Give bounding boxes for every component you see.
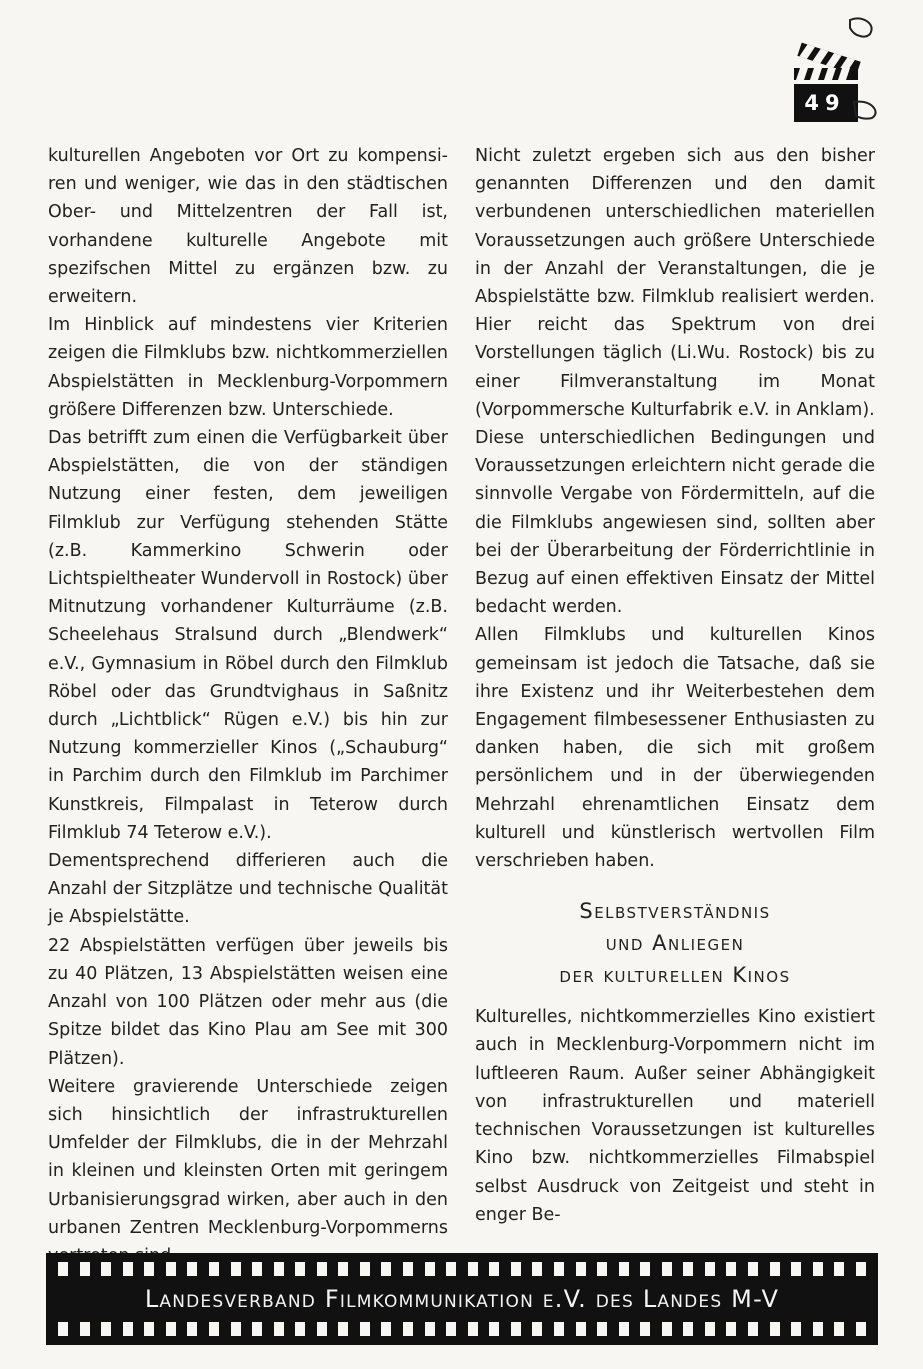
film-strip-sprockets-top <box>46 1262 878 1276</box>
section-heading-line: und Anliegen <box>605 931 745 956</box>
footer-text: Landesverband Filmkommunikation e.V. des Landes M-V <box>144 1285 780 1313</box>
page-number: 49 <box>804 91 846 115</box>
paragraph: Diese unterschiedlichen Bedingungen und Voraussetzungen erleichtern nicht gerade die sinnvolle Vergabe von Fördermitteln, auf die die Filmklubs angewiesen sind, sollten aber bei der Überarbeitung der Förderrichtlinie in Bezug auf einen effektiven Einsatz der Mittel bedacht werden. <box>475 428 875 618</box>
paragraph: Weitere gravierende Unterschiede zeigen sich hinsichtlich der infrastrukturellen Umfelder der Filmklubs, die in der Mehrzahl in kleinen und kleinsten Orten mit geringem Urbanisierungsgrad wirken, aber auch in den urbanen Zentren Mecklenburg-Vorpommerns <box>48 1076 448 1238</box>
left-column <box>48 142 448 1270</box>
section-paragraph: Kulturelles, nichtkommerzielles Kino existiert auch in Mecklenburg-Vorpommern nicht im luftleeren Raum. Außer seiner Abhängigkeit von infrastrukturellen und materiell technischen Voraussetzungen ist kulturelles Kino bzw. nichtkommerzielles Filmabspiel selbst Ausdruck von Zeitgeist und steht in enger Be- <box>475 1007 875 1225</box>
film-strip-sprockets-bottom <box>46 1322 878 1336</box>
right-column <box>475 142 875 1229</box>
section-heading-line: Selbstverständnis <box>579 899 771 924</box>
paragraph: Dementsprechend differieren auch die Anzahl der Sitzplätze und technische Qualität je Abspielstätte. <box>48 851 448 928</box>
paragraph: Im Hinblick auf mindestens vier Kriterien zeigen die Filmklubs bzw. nichtkommerziellen Abspielstätten in Mecklenburg-Vorpommern größere Differenzen bzw. Unterschiede. <box>48 315 448 420</box>
page-number-block <box>788 14 880 126</box>
paragraph: 22 Abspielstätten verfügen über jeweils bis zu 40 Plätzen, 13 Abspielstätten weisen eine Anzahl von 100 Plätzen oder mehr aus (die Spitze bildet das Kino Plau am See mit 300 Plätzen). <box>48 935 448 1069</box>
film-strip-icon <box>46 1253 878 1345</box>
section-heading-line: der kulturellen Kinos <box>559 963 791 988</box>
paragraph: kulturellen Angeboten vor Ort zu kompensi-ren und weniger, wie das in den städtischen Ober- und Mittelzentren der Fall ist, vorhandene kulturelle Angebote mit spezifschen Mittel zu ergänzen bzw. zu erweitern. <box>48 146 448 308</box>
paragraph: Das betrifft zum einen die Verfügbarkeit über Abspielstätten, die von der ständigen Nutzung einer festen, dem jeweiligen Filmklub zur Verfügung stehenden Stätte (z.B. Kammerkino Schwerin oder Lichtspieltheater Wundervoll in Rostock) über Mitnutzung vorhandener Kulturräume (z.B. Scheelehaus Stralsund durch „Blendwerk“ e.V., Gymnasium in Röbel durch den Filmklub Röbel oder das Grundtvighaus in Saßnitz durch „Lichtblick“ Rügen e.V.) bis hin zur Nutzung kommerzieller Kinos („Schauburg“ in Parchim durch den Filmklub im Parchimer Kunstkreis, Filmpalast in Teterow durch Filmklub 74 Teterow e.V.). <box>48 428 448 843</box>
paragraph: Nicht zuletzt ergeben sich aus den bisher genannten Differenzen und den damit verbundenen unterschiedlichen materiellen Voraussetzungen auch größere Unterschiede in der Anzahl der Veranstaltungen, die je Abspielstätte bzw. Filmklub realisiert werden. Hier reicht das Spektrum von drei Vorstellungen täglich (Li.Wu. Rostock) bis zu einer Filmveranstaltung im Monat (Vorpommersche Kulturfabrik e.V. in Anklam). <box>475 146 875 420</box>
paragraph: Allen Filmklubs und kulturellen Kinos gemeinsam ist jedoch die Tatsache, daß sie ihre Existenz und ihr Weiterbestehen dem Engagement filmbesessener Enthusiasten zu danken haben, die sich mit großem persönlichem und in der überwiegenden Mehrzahl ehrenamtlichen Einsatz dem kulturell und künstlerisch wertvollen Film verschrieben haben. <box>475 625 875 872</box>
section-heading <box>475 895 875 991</box>
